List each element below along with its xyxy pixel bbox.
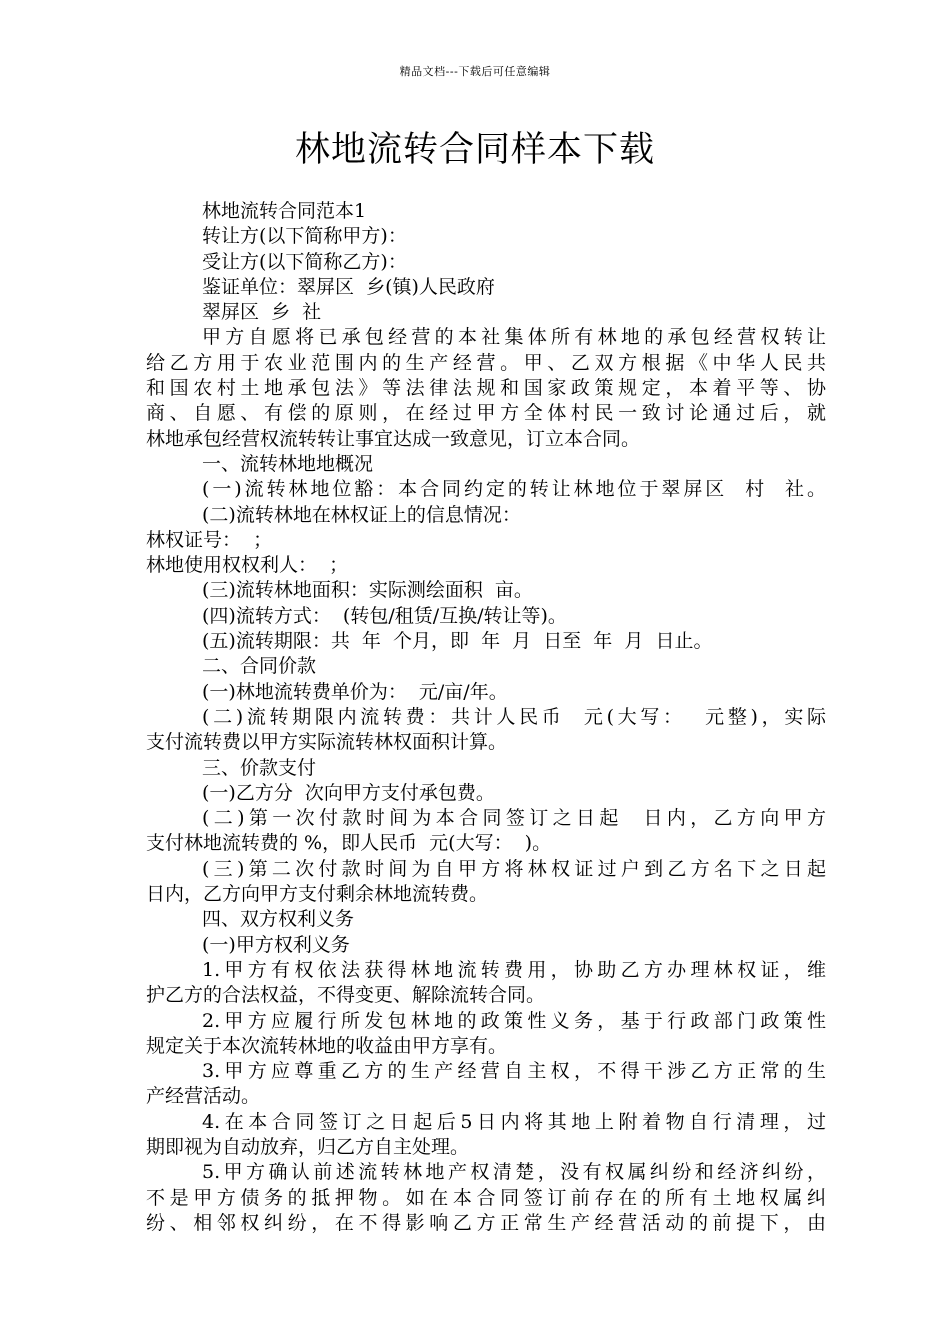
paragraph-line: (一)乙方分 次向甲方支付承包费。	[202, 781, 495, 804]
document-body	[146, 199, 826, 1236]
paragraph-line: 4.在本合同签订之日起后5日内将其地上附着物自行清理，过	[202, 1110, 826, 1133]
paragraph-line: (一)流转林地位豁：本合同约定的转让林地位于翠屏区 村 社。	[202, 478, 826, 501]
subsection-heading: (一)甲方权利义务	[202, 933, 350, 956]
paragraph-line: 受让方(以下简称乙方)：	[202, 250, 407, 273]
paragraph-line: 5.甲方确认前述流转林地产权清楚，没有权属纠纷和经济纠纷，	[202, 1161, 826, 1184]
paragraph-line: 林地流转合同范本1	[202, 200, 367, 222]
section-heading: 四、双方权利义务	[202, 908, 355, 931]
paragraph-line: (三)第二次付款时间为自甲方将林权证过户到乙方名下之日起	[202, 857, 826, 880]
paragraph-line: 1.甲方有权依法获得林地流转费用，协助乙方办理林权证，维	[202, 958, 826, 981]
paragraph-line: 3.甲方应尊重乙方的生产经营自主权，不得干涉乙方正常的生	[202, 1060, 826, 1083]
paragraph-line: 支付林地流转费的 %，即人民币 元(大写： )。	[146, 832, 552, 855]
section-heading: 一、流转林地地概况	[202, 452, 374, 475]
section-heading: 二、合同价款	[202, 655, 317, 678]
paragraph-line: (三)流转林地面积：实际测绘面积 亩。	[202, 579, 533, 602]
paragraph-line: 翠屏区 乡 社	[202, 301, 322, 324]
paragraph-line: 林地使用权权利人： ；	[146, 554, 349, 577]
paragraph-line: 林权证号： ；	[146, 528, 273, 551]
paragraph-line: 商、自愿、有偿的原则，在经过甲方全体村民一致讨论通过后，就	[146, 402, 826, 425]
paragraph-line: 给乙方用于农业范围内的生产经营。甲、乙双方根据《中华人民共	[146, 351, 826, 374]
paragraph-line: 转让方(以下简称甲方)：	[202, 225, 407, 248]
paragraph-line: (四)流转方式： (转包/租赁/互换/转让等)。	[202, 604, 567, 627]
section-heading: 三、价款支付	[202, 756, 317, 779]
document-title: 林地流转合同样本下载	[294, 130, 655, 170]
paragraph-line: 2.甲方应履行所发包林地的政策性义务，基于行政部门政策性	[202, 1009, 826, 1032]
paragraph-line: 日内，乙方向甲方支付剩余林地流转费。	[146, 883, 489, 906]
paragraph-line: (五)流转期限：共 年 个月，即 年 月 日至 年 月 日止。	[202, 630, 713, 653]
paragraph-line: 支付流转费以甲方实际流转林权面积计算。	[146, 731, 508, 754]
page-header: 精品文档---下载后可任意编辑	[399, 65, 551, 78]
paragraph-line: 不是甲方债务的抵押物。如在本合同签订前存在的所有土地权属纠	[146, 1186, 826, 1209]
paragraph-line: 期即视为自动放弃，归乙方自主处理。	[146, 1135, 470, 1158]
paragraph-line: (二)流转期限内流转费：共计人民币 元(大写： 元整)，实际	[202, 705, 826, 728]
paragraph-line: 和国农村土地承包法》等法律法规和国家政策规定，本着平等、协	[146, 377, 826, 400]
paragraph-line: (二)流转林地在林权证上的信息情况：	[202, 503, 521, 526]
paragraph-line: (二)第一次付款时间为本合同签订之日起 日内，乙方向甲方	[202, 807, 826, 830]
paragraph-line: 纷、相邻权纠纷，在不得影响乙方正常生产经营活动的前提下，由	[146, 1211, 826, 1234]
paragraph-line: 护乙方的合法权益，不得变更、解除流转合同。	[146, 984, 546, 1007]
paragraph-line: 规定关于本次流转林地的收益由甲方享有。	[146, 1034, 508, 1057]
paragraph-line: 产经营活动。	[146, 1085, 261, 1108]
paragraph-line: (一)林地流转费单价为： 元/亩/年。	[202, 680, 508, 703]
paragraph-line: 林地承包经营权流转转让事宜达成一致意见，订立本合同。	[146, 427, 641, 450]
paragraph-line: 鉴证单位：翠屏区 乡(镇)人民政府	[202, 275, 495, 298]
paragraph-line: 甲方自愿将已承包经营的本社集体所有林地的承包经营权转让	[202, 326, 826, 349]
